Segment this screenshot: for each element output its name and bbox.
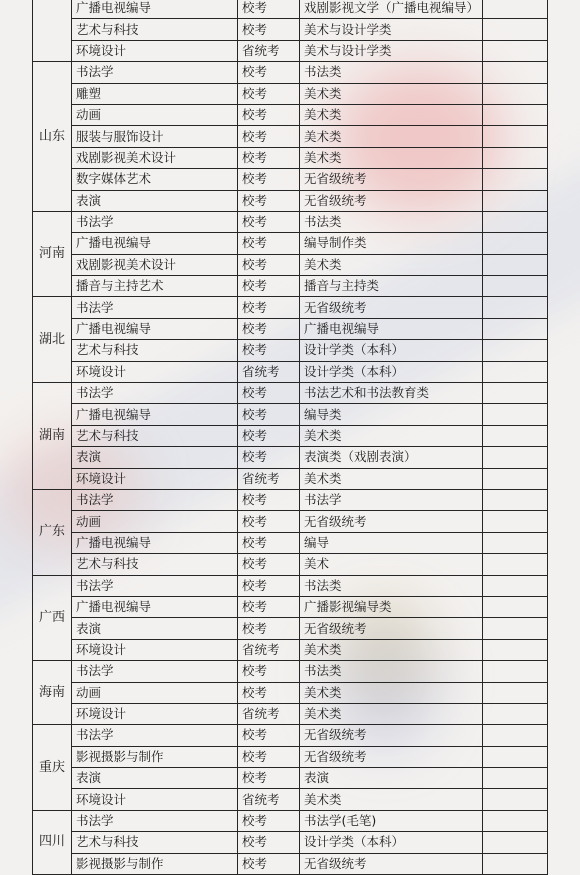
empty-cell	[483, 425, 548, 446]
table-row	[33, 190, 548, 211]
empty-cell	[483, 511, 548, 532]
table-row	[33, 254, 548, 275]
table-row	[33, 746, 548, 767]
category-cell: 无省级统考	[300, 297, 483, 318]
exam-type-cell: 校考	[238, 318, 300, 339]
table-row	[33, 297, 548, 318]
category-cell: 书法艺术和书法教育类	[300, 383, 483, 404]
category-cell: 美术类	[300, 682, 483, 703]
table-row	[33, 639, 548, 660]
empty-cell	[483, 661, 548, 682]
empty-cell	[483, 596, 548, 617]
major-cell: 雕塑	[72, 83, 238, 104]
empty-cell	[483, 126, 548, 147]
table-row	[33, 383, 548, 404]
empty-cell	[483, 340, 548, 361]
category-cell: 美术类	[300, 703, 483, 724]
major-cell: 广播电视编导	[72, 0, 238, 19]
major-cell: 表演	[72, 618, 238, 639]
table-row	[33, 489, 548, 510]
province-cell: 湖南	[33, 383, 72, 490]
category-cell: 美术类	[300, 126, 483, 147]
major-cell: 书法学	[72, 383, 238, 404]
empty-cell	[483, 190, 548, 211]
empty-cell	[483, 746, 548, 767]
exam-type-cell: 校考	[238, 126, 300, 147]
major-cell: 戏剧影视美术设计	[72, 147, 238, 168]
major-cell: 书法学	[72, 725, 238, 746]
category-cell: 美术与设计学类	[300, 40, 483, 61]
empty-cell	[483, 383, 548, 404]
category-cell: 广播电视编导	[300, 318, 483, 339]
exam-type-cell: 校考	[238, 596, 300, 617]
empty-cell	[483, 19, 548, 40]
province-cell: 重庆	[33, 725, 72, 811]
empty-cell	[483, 254, 548, 275]
empty-cell	[483, 489, 548, 510]
major-cell: 艺术与科技	[72, 554, 238, 575]
empty-cell	[483, 554, 548, 575]
empty-cell	[483, 639, 548, 660]
empty-cell	[483, 318, 548, 339]
table-row	[33, 276, 548, 297]
category-cell: 设计学类（本科）	[300, 361, 483, 382]
major-cell: 动画	[72, 682, 238, 703]
exam-type-cell: 校考	[238, 832, 300, 853]
major-cell: 书法学	[72, 62, 238, 83]
empty-cell	[483, 0, 548, 19]
exam-type-cell: 校考	[238, 404, 300, 425]
empty-cell	[483, 104, 548, 125]
category-cell: 美术与设计学类	[300, 19, 483, 40]
admission-table-body	[33, 0, 548, 875]
category-cell: 书法学(毛笔)	[300, 810, 483, 831]
major-cell: 环境设计	[72, 361, 238, 382]
major-cell: 播音与主持艺术	[72, 276, 238, 297]
table-row	[33, 147, 548, 168]
empty-cell	[483, 447, 548, 468]
table-row	[33, 618, 548, 639]
category-cell: 设计学类（本科）	[300, 832, 483, 853]
major-cell: 书法学	[72, 211, 238, 232]
exam-type-cell: 校考	[238, 768, 300, 789]
exam-type-cell: 校考	[238, 618, 300, 639]
category-cell: 设计学类（本科）	[300, 340, 483, 361]
exam-type-cell: 省统考	[238, 40, 300, 61]
table-row	[33, 62, 548, 83]
province-cell: 广西	[33, 575, 72, 661]
category-cell: 表演类（戏剧表演）	[300, 447, 483, 468]
major-cell: 动画	[72, 104, 238, 125]
major-cell: 表演	[72, 190, 238, 211]
major-cell: 环境设计	[72, 639, 238, 660]
province-cell: 山东	[33, 62, 72, 212]
empty-cell	[483, 83, 548, 104]
exam-type-cell: 省统考	[238, 468, 300, 489]
exam-type-cell: 校考	[238, 661, 300, 682]
exam-type-cell: 校考	[238, 746, 300, 767]
table-row	[33, 0, 548, 19]
table-row	[33, 83, 548, 104]
exam-type-cell: 校考	[238, 532, 300, 553]
major-cell: 书法学	[72, 575, 238, 596]
empty-cell	[483, 468, 548, 489]
category-cell: 美术类	[300, 639, 483, 660]
exam-type-cell: 校考	[238, 682, 300, 703]
exam-type-cell: 校考	[238, 383, 300, 404]
province-cell: 河南	[33, 211, 72, 297]
table-row	[33, 104, 548, 125]
exam-type-cell: 校考	[238, 297, 300, 318]
empty-cell	[483, 768, 548, 789]
category-cell: 表演	[300, 768, 483, 789]
exam-type-cell: 省统考	[238, 789, 300, 810]
empty-cell	[483, 703, 548, 724]
table-row	[33, 211, 548, 232]
major-cell: 影视摄影与制作	[72, 853, 238, 874]
major-cell: 艺术与科技	[72, 425, 238, 446]
empty-cell	[483, 682, 548, 703]
exam-type-cell: 校考	[238, 489, 300, 510]
major-cell: 环境设计	[72, 703, 238, 724]
table-row	[33, 532, 548, 553]
table-row	[33, 233, 548, 254]
exam-type-cell: 校考	[238, 254, 300, 275]
table-row	[33, 832, 548, 853]
category-cell: 书法类	[300, 62, 483, 83]
major-cell: 环境设计	[72, 40, 238, 61]
empty-cell	[483, 789, 548, 810]
category-cell: 美术类	[300, 425, 483, 446]
exam-type-cell: 校考	[238, 104, 300, 125]
exam-type-cell: 校考	[238, 554, 300, 575]
exam-type-cell: 省统考	[238, 639, 300, 660]
empty-cell	[483, 62, 548, 83]
empty-cell	[483, 853, 548, 874]
table-row	[33, 318, 548, 339]
category-cell: 书法类	[300, 211, 483, 232]
table-row	[33, 768, 548, 789]
table-row	[33, 703, 548, 724]
empty-cell	[483, 618, 548, 639]
major-cell: 广播电视编导	[72, 532, 238, 553]
table-row	[33, 810, 548, 831]
category-cell: 无省级统考	[300, 169, 483, 190]
empty-cell	[483, 361, 548, 382]
major-cell: 艺术与科技	[72, 340, 238, 361]
major-cell: 艺术与科技	[72, 19, 238, 40]
exam-type-cell: 省统考	[238, 703, 300, 724]
major-cell: 书法学	[72, 661, 238, 682]
category-cell: 书法类	[300, 575, 483, 596]
major-cell: 书法学	[72, 810, 238, 831]
category-cell: 戏剧影视文学（广播电视编导）	[300, 0, 483, 19]
exam-type-cell: 校考	[238, 83, 300, 104]
table-row	[33, 789, 548, 810]
major-cell: 影视摄影与制作	[72, 746, 238, 767]
major-cell: 广播电视编导	[72, 233, 238, 254]
table-row	[33, 425, 548, 446]
category-cell: 无省级统考	[300, 746, 483, 767]
table-row	[33, 404, 548, 425]
major-cell: 戏剧影视美术设计	[72, 254, 238, 275]
exam-type-cell: 校考	[238, 853, 300, 874]
major-cell: 广播电视编导	[72, 404, 238, 425]
category-cell: 美术类	[300, 254, 483, 275]
empty-cell	[483, 147, 548, 168]
exam-type-cell: 校考	[238, 0, 300, 19]
table-row	[33, 682, 548, 703]
empty-cell	[483, 575, 548, 596]
exam-type-cell: 校考	[238, 447, 300, 468]
table-row	[33, 554, 548, 575]
province-cell: 广东	[33, 489, 72, 575]
province-cell: 海南	[33, 661, 72, 725]
empty-cell	[483, 404, 548, 425]
empty-cell	[483, 169, 548, 190]
category-cell: 播音与主持类	[300, 276, 483, 297]
major-cell: 环境设计	[72, 789, 238, 810]
category-cell: 编导	[300, 532, 483, 553]
table-row	[33, 853, 548, 874]
category-cell: 美术类	[300, 83, 483, 104]
major-cell: 表演	[72, 447, 238, 468]
table-row	[33, 126, 548, 147]
major-cell: 数字媒体艺术	[72, 169, 238, 190]
empty-cell	[483, 40, 548, 61]
table-row	[33, 40, 548, 61]
major-cell: 书法学	[72, 489, 238, 510]
exam-type-cell: 校考	[238, 211, 300, 232]
category-cell: 书法学	[300, 489, 483, 510]
province-cell: 四川	[33, 810, 72, 874]
exam-type-cell: 校考	[238, 169, 300, 190]
major-cell: 表演	[72, 768, 238, 789]
major-cell: 动画	[72, 511, 238, 532]
major-cell: 服装与服饰设计	[72, 126, 238, 147]
major-cell: 环境设计	[72, 468, 238, 489]
category-cell: 无省级统考	[300, 618, 483, 639]
table-row	[33, 596, 548, 617]
empty-cell	[483, 233, 548, 254]
empty-cell	[483, 297, 548, 318]
empty-cell	[483, 725, 548, 746]
table-row	[33, 447, 548, 468]
category-cell: 编导类	[300, 404, 483, 425]
table-row	[33, 361, 548, 382]
exam-type-cell: 校考	[238, 340, 300, 361]
exam-type-cell: 校考	[238, 810, 300, 831]
major-cell: 广播电视编导	[72, 596, 238, 617]
exam-type-cell: 校考	[238, 511, 300, 532]
category-cell: 美术	[300, 554, 483, 575]
exam-type-cell: 校考	[238, 575, 300, 596]
category-cell: 无省级统考	[300, 853, 483, 874]
empty-cell	[483, 532, 548, 553]
category-cell: 无省级统考	[300, 725, 483, 746]
exam-type-cell: 校考	[238, 62, 300, 83]
exam-type-cell: 校考	[238, 425, 300, 446]
category-cell: 美术类	[300, 468, 483, 489]
category-cell: 美术类	[300, 104, 483, 125]
category-cell: 无省级统考	[300, 511, 483, 532]
table-row	[33, 340, 548, 361]
category-cell: 美术类	[300, 147, 483, 168]
exam-type-cell: 校考	[238, 19, 300, 40]
province-cell: 湖北	[33, 297, 72, 383]
major-cell: 艺术与科技	[72, 832, 238, 853]
exam-type-cell: 校考	[238, 190, 300, 211]
category-cell: 编导制作类	[300, 233, 483, 254]
empty-cell	[483, 832, 548, 853]
exam-type-cell: 校考	[238, 233, 300, 254]
table-row	[33, 19, 548, 40]
table-row	[33, 511, 548, 532]
admission-table	[32, 0, 548, 875]
table-row	[33, 661, 548, 682]
empty-cell	[483, 810, 548, 831]
province-cell	[33, 0, 72, 62]
empty-cell	[483, 211, 548, 232]
empty-cell	[483, 276, 548, 297]
exam-type-cell: 校考	[238, 725, 300, 746]
category-cell: 美术类	[300, 789, 483, 810]
table-row	[33, 575, 548, 596]
table-row	[33, 468, 548, 489]
table-row	[33, 169, 548, 190]
exam-type-cell: 省统考	[238, 361, 300, 382]
category-cell: 广播影视编导类	[300, 596, 483, 617]
exam-type-cell: 校考	[238, 276, 300, 297]
table-row	[33, 725, 548, 746]
category-cell: 书法类	[300, 661, 483, 682]
category-cell: 无省级统考	[300, 190, 483, 211]
major-cell: 广播电视编导	[72, 318, 238, 339]
exam-type-cell: 校考	[238, 147, 300, 168]
major-cell: 书法学	[72, 297, 238, 318]
